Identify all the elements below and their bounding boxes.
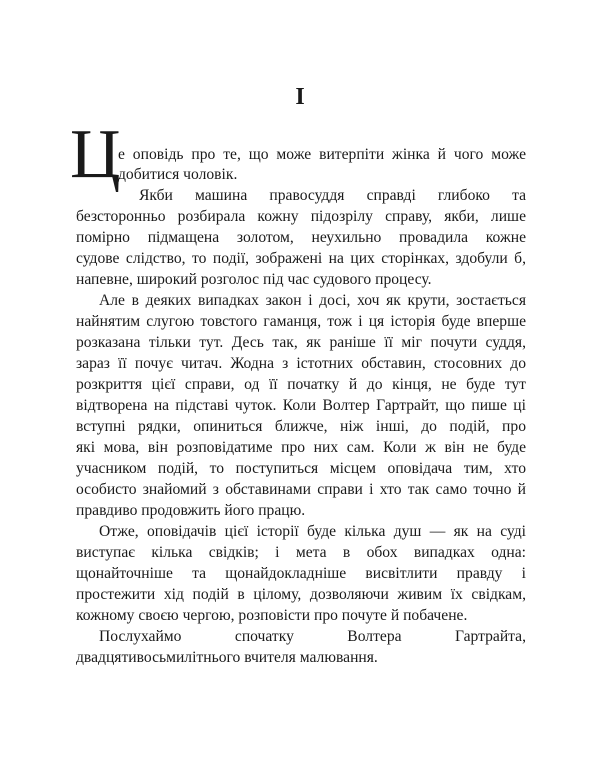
text-line: Але в деяких випадках закон і досі, хоч як крути, зостається xyxy=(99,292,526,309)
text-line: зараз її почує читач. Жодна з істотних обставин, стосовних до xyxy=(76,355,526,372)
text-line: щонайточніше та щонайдокладніше висвітлити правду і xyxy=(76,565,526,582)
text-line: напевне, широкий розголос під час судового процесу. xyxy=(76,271,432,288)
drop-cap-letter: Ц xyxy=(70,116,121,193)
text-line: розкриття цієї справи, од її початку й до кінця, не буде тут xyxy=(76,376,526,393)
text-line: вступні рядки, опиниться ближче, ніж інші, до подій, про xyxy=(76,418,526,435)
text-line: помірно підмащена золотом, неухильно провадила кожне xyxy=(76,229,526,246)
text-line: Якби машина правосуддя справді глибоко та xyxy=(139,187,526,204)
text-line: виступає кілька свідків; і мета в обох випадках одна: xyxy=(76,544,526,561)
text-line: простежити хід подій в цілому, дозволяючи живим їх свідкам, xyxy=(76,586,526,603)
text-line: Отже, оповідачів цієї історії буде кілька душ — як на суді xyxy=(99,523,526,540)
text-line: Послухаймо спочатку Волтера Гартрайта, xyxy=(99,628,526,645)
text-line: які мова, він розповідатиме про них сам. Коли ж він не буде xyxy=(76,439,526,456)
text-line: е оповідь про те, що може витерпіти жінка й чого може xyxy=(118,146,526,163)
text-line: відтворена на підставі чуток. Коли Волтер Гартрайт, що пише ці xyxy=(76,397,526,414)
text-line: найнятим слугою товстого гаманця, тож і ця історія буде вперше xyxy=(76,313,526,330)
chapter-number: I xyxy=(295,84,305,110)
text-line: судове слідство, то події, зображені на цих сторінках, здобули б, xyxy=(76,250,526,267)
text-line: розказана тільки тут. Десь так, як раніше її міг почути суддя, xyxy=(76,334,526,351)
text-line: кожному своєю чергою, розповісти про почуте й побачене. xyxy=(76,607,468,624)
text-line: добитися чоловік. xyxy=(118,166,238,183)
text-line: двадцятивосьмилітнього вчителя малювання. xyxy=(76,649,378,666)
text-line: особисто знайомий з обставинами справи і хто так само точно й xyxy=(76,481,526,498)
text-line: учасником подій, то поступиться місцем оповідача тим, хто xyxy=(76,460,526,477)
text-line: безсторонньо розбирала кожну підозрілу справу, якби, лише xyxy=(76,208,526,225)
text-line: правдиво продовжить його працю. xyxy=(76,502,306,519)
